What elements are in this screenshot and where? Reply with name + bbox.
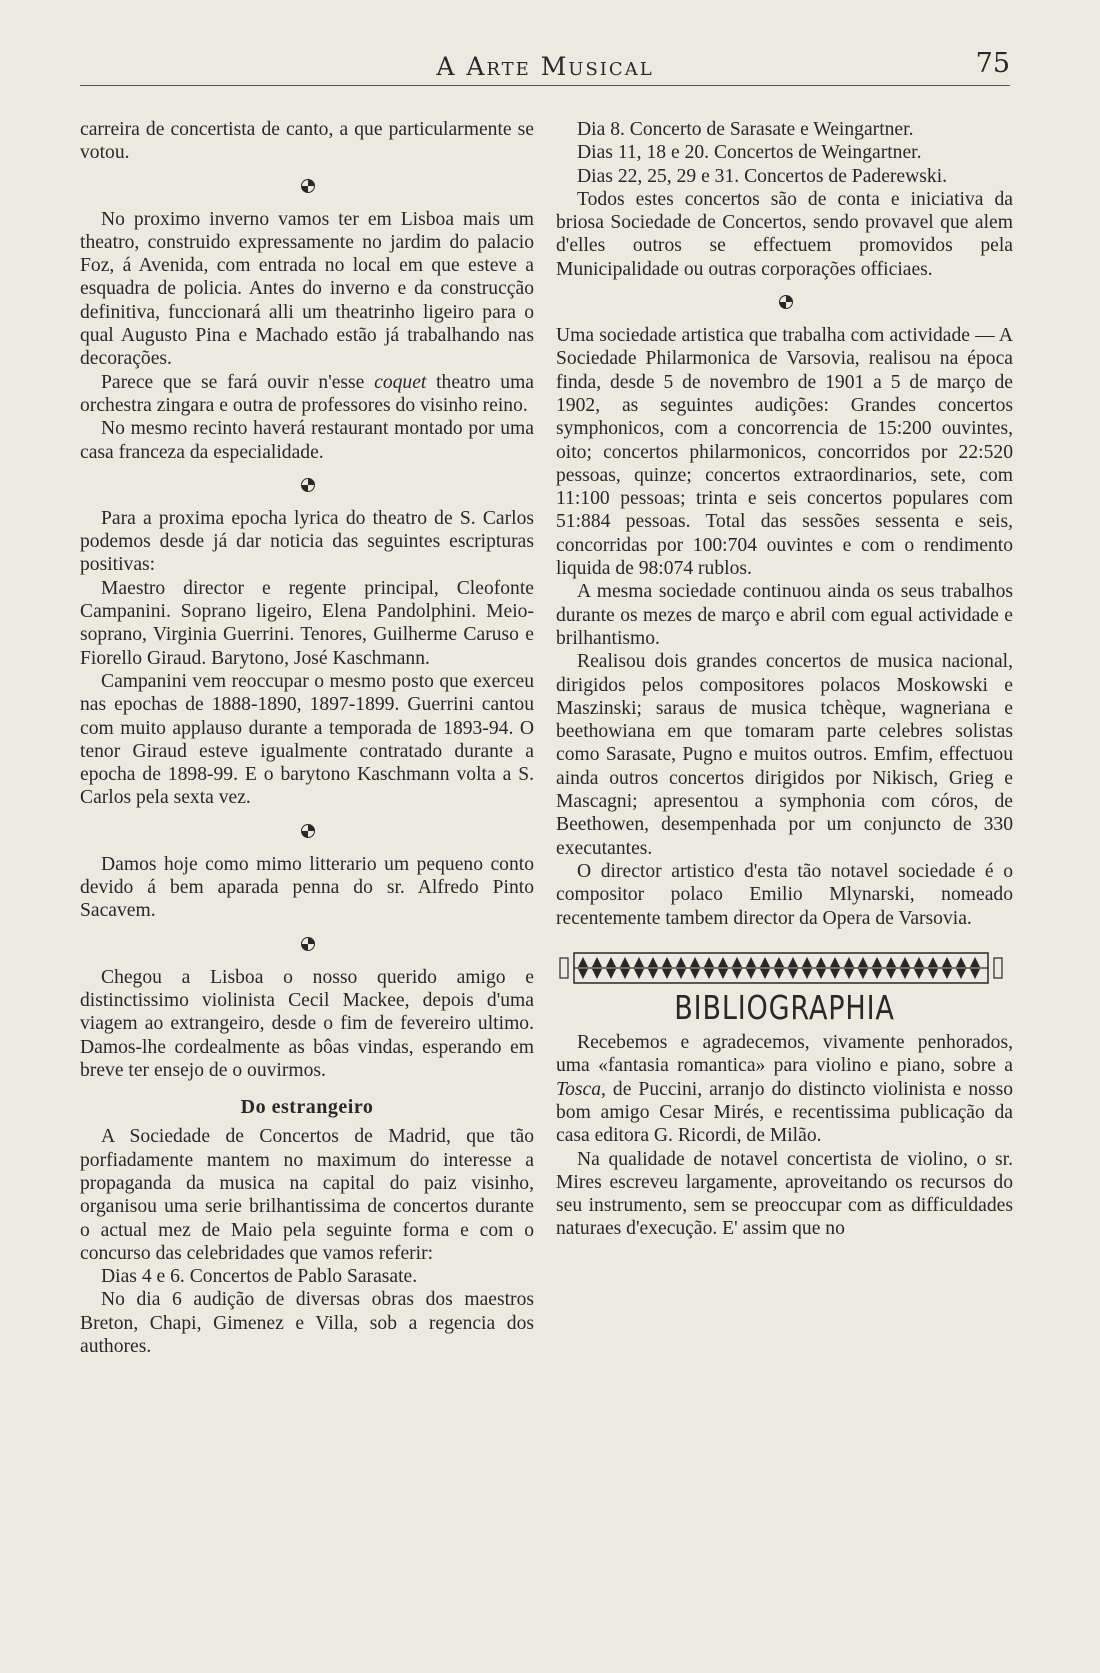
ornament-icon [301,824,315,838]
paragraph: O director artistico d'esta tão notavel sociedade é o compositor polaco Emilio Mlynarski, nomeado recentemente tambem director da Opera de Varsovia. [556,860,1013,929]
paragraph: No proximo inverno vamos ter em Lisboa mais um theatro, construido expressamente no jardim do palacio Foz, á Avenida, com entrada no local em que esteve a esquadra de policia. Antes do inverno e da construcção definitiva, funccionará alli um theatrinho ligeiro para o qual Augusto Pina e Machado estão já trabalhando nas decorações. [80,208,534,370]
running-title: A Arte Musical [436,52,654,81]
section-ornament [80,810,534,853]
paragraph: Campanini vem reoccupar o mesmo posto que exerceu nas epochas de 1888-1890, 1897-1899. Guerrini cantou com muito applauso durante a temporada de 1893-94. O tenor Giraud esteve igualmente contratado durante a epocha de 1898-99. E o barytono Kaschmann volta a S. Carlos pela sexta vez. [80,670,534,809]
section-heading: Do estrangeiro [240,1096,374,1119]
header-rule [80,85,1010,86]
paragraph: A Sociedade de Concertos de Madrid, que tão porfiadamente mantem no maximum do interesse a propaganda da musica na capital do paiz visinho, organisou uma serie brilhantissima de concertos durante o actual mez de Maio pela seguinte forma e com o concurso das celebridades que vamos referir: [80,1126,534,1264]
italic-text: coquet [374,371,427,393]
paragraph [80,371,534,418]
section-ornament [80,923,534,966]
right-column [556,118,1013,1241]
paragraph: Dias 11, 18 e 20. Concertos de Weingartner. [577,142,922,164]
section-title: BIBLIOGRAPHIA [674,987,895,1027]
ornament-icon [301,179,315,193]
text-run: , de Puccini, arranjo do distincto violinista e nosso bom amigo Cesar Mirés, e recentissima publicação da casa editora G. Ricordi, de Milão. [556,1078,1013,1147]
border-ornament-icon [556,950,1006,986]
paragraph: Dia 8. Concerto de Sarasate e Weingartner. [577,119,914,140]
paragraph: A mesma sociedade continuou ainda os seus trabalhos durante os mezes de março e abril com egual actividade e brilhantismo. [556,581,1013,649]
paragraph: Dias 22, 25, 29 e 31. Concertos de Paderewski. [577,165,948,187]
paragraph: carreira de concertista de canto, a que particularmente se votou. [80,119,534,164]
paragraph: Dias 4 e 6. Concertos de Pablo Sarasate. [101,1266,418,1288]
paragraph: Para a proxima epocha lyrica do theatro de S. Carlos podemos desde já dar noticia das seguintes escripturas positivas: [80,507,534,576]
section-ornament [80,165,534,208]
ornament-icon [779,295,793,309]
paragraph: Uma sociedade artistica que trabalha com actividade — A Sociedade Philarmonica de Varsovia, realisou na época finda, desde 5 de novembro de 1901 a 5 de março de 1902, as seguintes audições: Grandes concertos symphonicos, com a concorrencia de 15:200 ouvintes, oito; concertos philarmonicos, concorridos por 22:520 pessoas, quinze; concertos extraordinarios, sete, com 11:100 pessoas; trinta e seis concertos populares com 51:884 pessoas. Total das sessões sessenta e seis, concorridas por 100:704 ouvintes e com o rendimento liquida de 98:074 rublos. [556,325,1013,580]
paragraph: No mesmo recinto haverá restaurant montado por uma casa franceza da especialidade. [80,418,534,463]
paragraph: Realisou dois grandes concertos de musica nacional, dirigidos pelos compositores polacos Moskowski e Maszinski; saraus de musica tchèque, wagneriana e beethowiana em que tomaram parte celebres solistas como Sarasate, Pugno e muitos outros. Emfim, effectuou ainda outros concertos dirigidos por Nikisch, Grieg e Mascagni; apresentou a symphonia com córos, de Beethowen, desempenhada por um conjuncto de 330 executantes. [556,651,1013,859]
paragraph [556,1031,1013,1147]
text-run: theatro uma orchestra zingara e outra de professores do visinho reino. [80,371,535,416]
italic-text: Tosca [556,1078,602,1100]
paragraph: Damos hoje como mimo litterario um pequeno conto devido á bem aparada penna do sr. Alfredo Pinto Sacavem. [80,853,534,922]
decorative-border [556,950,1013,986]
section-ornament [80,464,534,507]
ornament-icon [301,478,315,492]
section-ornament [556,281,1013,324]
paragraph: Na qualidade de notavel concertista de violino, o sr. Mires escreveu largamente, aproveitando os recursos do seu instrumento, sem se preoccupar com as difficuldades naturaes d'execução. E' assim que no [556,1148,1013,1240]
paragraph: Chegou a Lisboa o nosso querido amigo e distinctissimo violinista Cecil Mackee, depois d'uma viagem ao extrangeiro, desde o fim de fevereiro ultimo. Damos-lhe cordealmente as bôas vindas, esperando em breve ter ensejo de o ouvirmos. [80,966,534,1081]
paragraph: No dia 6 audição de diversas obras dos maestros Breton, Chapi, Gimenez e Villa, sob a regencia dos authores. [80,1289,534,1358]
page-header [80,48,1010,88]
left-column [80,118,534,1358]
text-run: Parece que se fará ouvir n'esse [101,371,375,393]
paragraph: Todos estes concertos são de conta e iniciativa da briosa Sociedade de Concertos, sendo provavel que alem d'elles outros se effectuem promovidos pela Municipalidade ou outras corporações officiaes. [556,188,1013,280]
text-run: Recebemos e agradecemos, vivamente penhorados, uma «fantasia romantica» para violino e piano, sobre a [556,1032,1013,1077]
page-number: 75 [975,48,1010,79]
ornament-icon [301,937,315,951]
paragraph: Maestro director e regente principal, Cleofonte Campanini. Soprano ligeiro, Elena Pandolphini. Meio-soprano, Virginia Guerrini. Tenores, Guilherme Caruso e Fiorello Giraud. Barytono, José Kaschmann. [80,577,534,669]
